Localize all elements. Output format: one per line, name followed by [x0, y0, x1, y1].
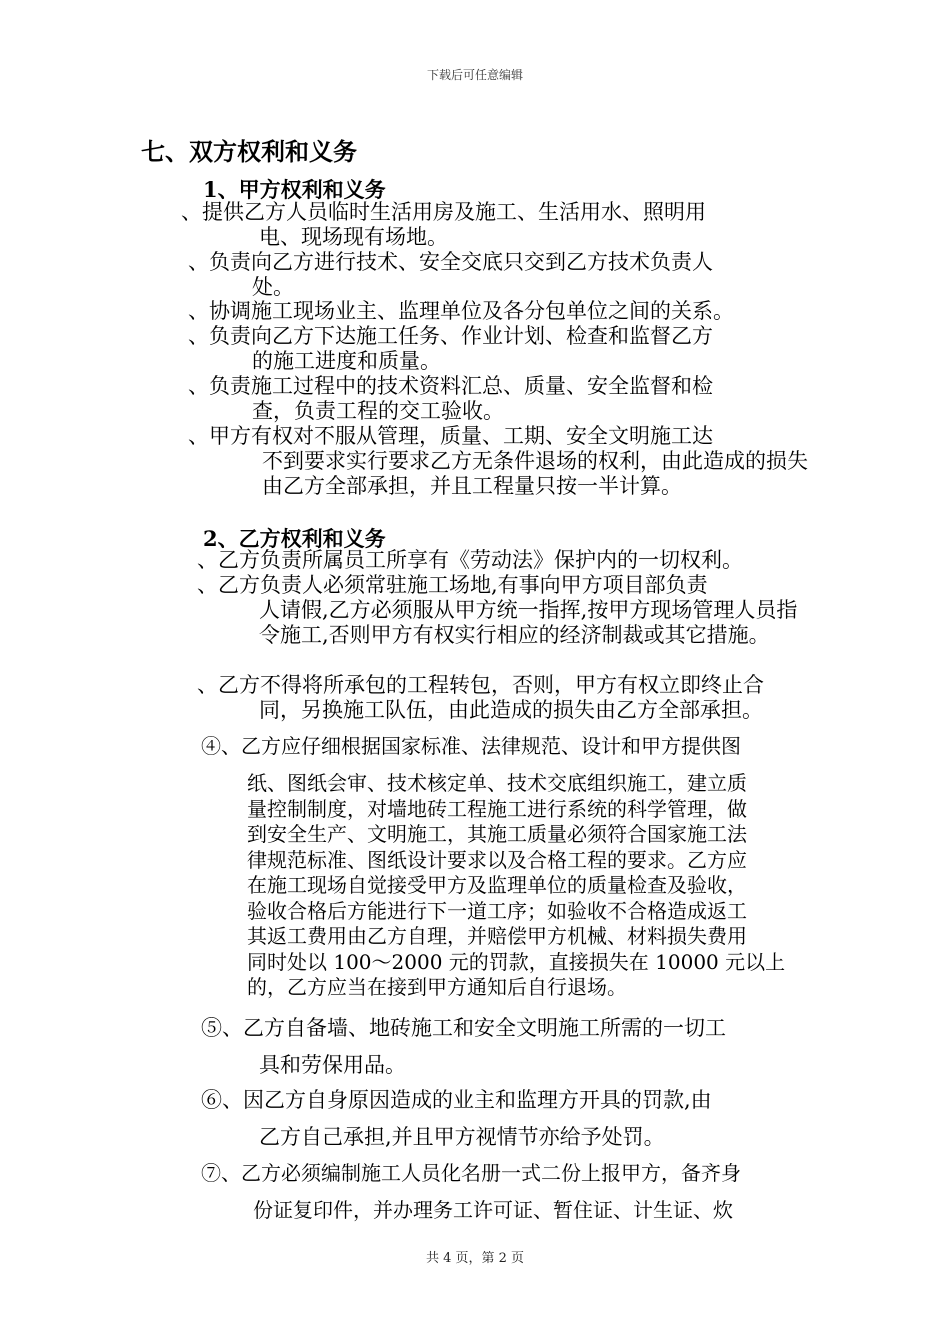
item-continuation: 人请假,乙方必须服从甲方统一指挥,按甲方现场管理人员指令施工,否则甲方有权实行相应的经济制裁或其它措施。 [259, 598, 798, 647]
item-line: 其返工费用由乙方自理，并赔偿甲方机械、材料损失费用 [247, 924, 747, 948]
item-continuation: 不到要求实行要求乙方无条件退场的权利，由此造成的损失由乙方全部承担，并且工程量只按一半计算。 [262, 449, 808, 498]
party-b-item-4-body [247, 771, 827, 1001]
party-b-item-4-first [201, 734, 821, 759]
party-b-item-7 [201, 1155, 826, 1229]
party-a-item-3 [188, 299, 813, 324]
item-continuation: 乙方自己承担,并且甲方视情节亦给予处罚。 [259, 1125, 665, 1149]
item-continuation: 具和劳保用品。 [259, 1053, 406, 1077]
item-continuation: 查，负责工程的交工验收。 [252, 399, 504, 423]
item-first-line: 、负责向乙方进行技术、安全交底只交到乙方技术负责人 [188, 250, 713, 274]
item-continuation: 电、现场现有场地。 [259, 225, 448, 249]
item-continuation: 的施工进度和质量。 [252, 349, 441, 373]
item-line: 验收合格后方能进行下一道工序；如验收不合格造成返工 [247, 898, 747, 923]
item-first-line: 、负责向乙方下达施工任务、作业计划、检查和监督乙方 [188, 324, 713, 348]
item-first-line: 、提供乙方人员临时生活用房及施工、生活用水、照明用 [181, 200, 706, 224]
party-b-item-6 [201, 1082, 821, 1156]
item-line: 到安全生产、文明施工，其施工质量必须符合国家施工法 [247, 822, 747, 846]
item-continuation: 同，另换施工队伍，由此造成的损失由乙方全部承担。 [259, 698, 763, 722]
item-continuation: 份证复印件，并办理务工许可证、暂住证、计生证、炊 [253, 1198, 733, 1222]
item-first-line: 、负责施工过程中的技术资料汇总、质量、安全监督和检 [188, 374, 713, 398]
party-b-item-1 [197, 548, 817, 573]
subsection-title-party-b: 2、乙方权利和义务 [203, 526, 386, 551]
item-line: 律规范标准、图纸设计要求以及合格工程的要求。乙方应 [247, 847, 747, 872]
item-first-line: 、乙方不得将所承包的工程转包，否则，甲方有权立即终止合 [197, 673, 764, 697]
page-footer: 共 4 页，第 2 页 [425, 1251, 525, 1266]
item-first-line: 、甲方有权对不服从管理，质量、工期、安全文明施工达 [188, 424, 713, 448]
party-b-item-3 [197, 673, 827, 723]
item-first-line: 、乙方负责所属员工所享有《劳动法》保护内的一切权利。 [197, 548, 743, 572]
item-first-line: ④、乙方应仔细根据国家标准、法律规范、设计和甲方提供图 [201, 734, 741, 758]
item-first-line: 、乙方负责人必须常驻施工场地,有事向甲方项目部负责 [197, 573, 708, 597]
page-header: 下载后可任意编辑 [426, 68, 523, 82]
party-b-item-2 [197, 573, 817, 648]
item-line: 纸、图纸会审、技术核定单、技术交底组织施工，建立质 [247, 771, 747, 795]
item-continuation: 处。 [252, 275, 294, 299]
party-b-item-5 [201, 1010, 821, 1084]
item-first-line: ⑤、乙方自备墙、地砖施工和安全文明施工所需的一切工 [201, 1016, 726, 1040]
item-line: 在施工现场自觉接受甲方及监理单位的质量检查及验收， [247, 873, 747, 897]
party-a-item-6 [188, 424, 816, 499]
party-a-item-1 [181, 200, 806, 250]
item-first-line: ⑦、乙方必须编制施工人员化名册一式二份上报甲方，备齐身 [201, 1161, 741, 1185]
party-a-item-5 [188, 374, 808, 424]
item-first-line: 、协调施工现场业主、监理单位及各分包单位之间的关系。 [188, 299, 734, 323]
party-a-item-2 [188, 250, 808, 300]
item-line: 同时处以 100～2000 元的罚款，直接损失在 10000 元以上 [247, 949, 786, 974]
item-line: 的，乙方应当在接到甲方通知后自行退场。 [247, 975, 627, 999]
section-title: 七、双方权利和义务 [141, 137, 357, 166]
subsection-title-party-a: 1、甲方权利和义务 [203, 177, 386, 202]
item-first-line: ⑥、因乙方自身原因造成的业主和监理方开具的罚款,由 [201, 1088, 712, 1112]
item-line: 量控制制度，对墙地砖工程施工进行系统的科学管理，做 [247, 796, 747, 821]
party-a-item-4 [188, 324, 808, 374]
